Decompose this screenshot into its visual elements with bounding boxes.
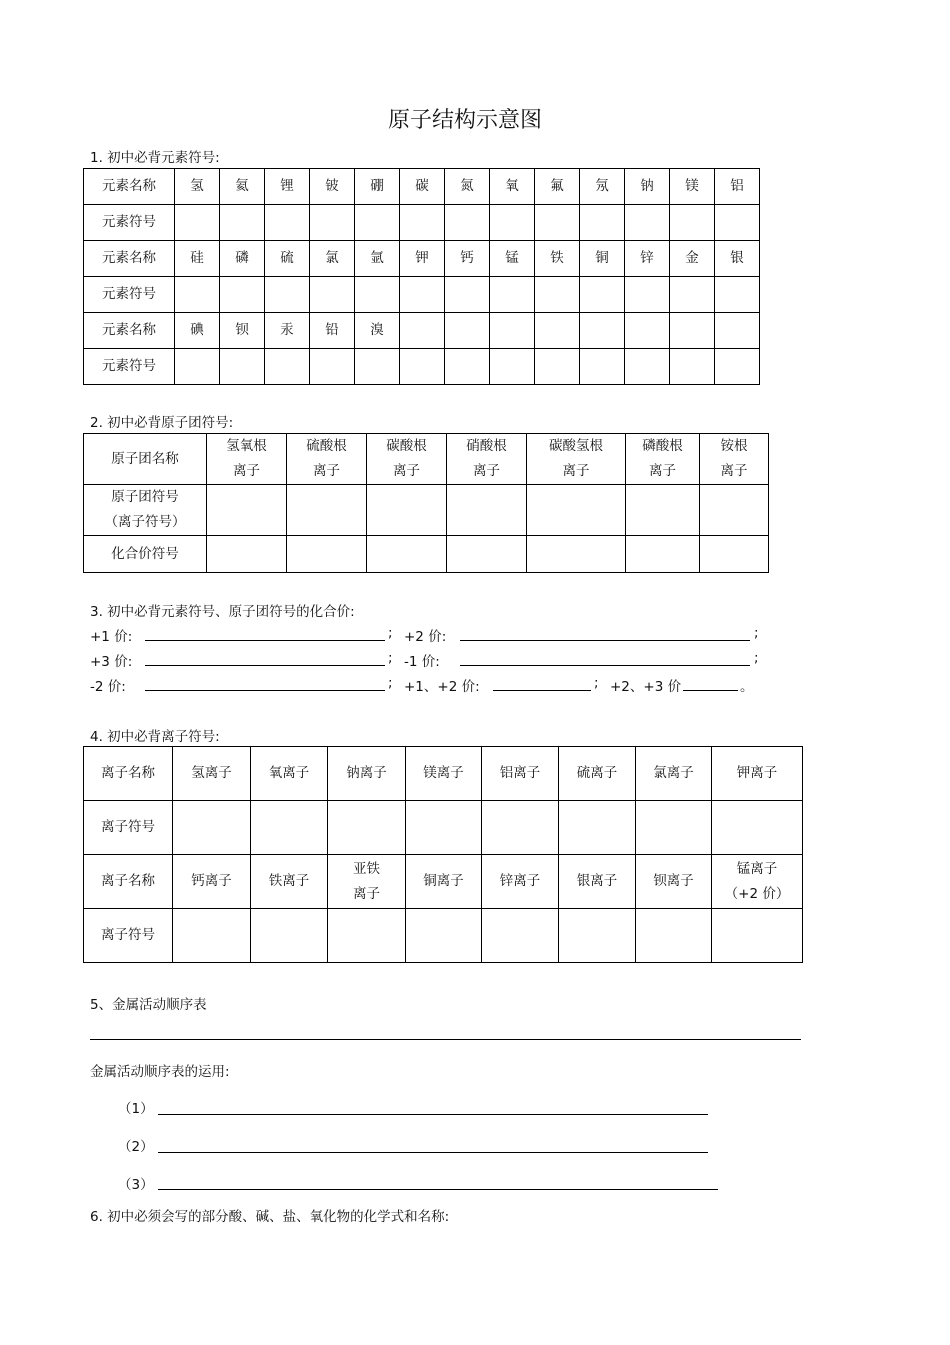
element-name-cell: 硅 [175, 241, 220, 277]
row-header-ion-name: 离子名称 [84, 747, 173, 801]
usage-item-label: （1） [118, 1101, 154, 1117]
element-name-cell: 金 [670, 241, 715, 277]
section-3-heading: 3. 初中必背元素符号、原子团符号的化合价: [90, 604, 355, 620]
radical-name-cell: 磷酸根 离子 [626, 434, 700, 485]
element-name-cell: 溴 [355, 313, 400, 349]
ion-name-cell: 镁离子 [406, 747, 482, 801]
element-symbol-blank[interactable] [625, 349, 670, 385]
ion-symbol-blank[interactable] [328, 909, 406, 963]
ion-name-cell: 铜离子 [406, 855, 482, 909]
element-name-cell [400, 313, 445, 349]
element-symbol-blank[interactable] [490, 349, 535, 385]
element-name-cell [715, 313, 760, 349]
element-name-cell: 碳 [400, 169, 445, 205]
element-symbol-blank[interactable] [220, 349, 265, 385]
valence-plus1-plus2-label: +1、+2 价: [404, 679, 480, 695]
valence-plus2-plus3-blank[interactable] [683, 690, 738, 691]
element-symbol-blank[interactable] [535, 205, 580, 241]
valence-plus3-blank[interactable] [145, 665, 385, 666]
table-row [84, 747, 803, 801]
element-name-cell: 氮 [445, 169, 490, 205]
table-row [84, 434, 769, 485]
activity-usage-heading: 金属活动顺序表的运用: [90, 1064, 230, 1080]
valence-symbol-blank[interactable] [207, 536, 287, 573]
ion-name-cell: 氧离子 [251, 747, 328, 801]
row-header-element-name: 元素名称 [84, 169, 175, 205]
valence-minus1-blank[interactable] [460, 665, 750, 666]
radical-name-cell: 硫酸根 离子 [287, 434, 367, 485]
semicolon: ; [388, 625, 393, 641]
usage-item-blank[interactable] [158, 1114, 708, 1115]
table-row [84, 485, 769, 536]
element-symbol-blank[interactable] [535, 277, 580, 313]
ion-symbol-blank[interactable] [328, 801, 406, 855]
element-symbol-blank[interactable] [445, 349, 490, 385]
ion-symbol-blank[interactable] [559, 801, 636, 855]
radical-symbol-blank[interactable] [287, 485, 367, 536]
element-symbol-blank[interactable] [310, 205, 355, 241]
usage-item-label: （2） [118, 1139, 154, 1155]
element-symbol-blank[interactable] [355, 349, 400, 385]
semicolon: ; [388, 650, 393, 666]
element-name-cell: 氯 [310, 241, 355, 277]
section-4-heading: 4. 初中必背离子符号: [90, 729, 220, 745]
element-name-cell: 氦 [220, 169, 265, 205]
usage-item-blank[interactable] [158, 1189, 718, 1190]
ion-name-cell: 铝离子 [482, 747, 559, 801]
section-1-heading: 1. 初中必背元素符号: [90, 150, 220, 166]
element-name-cell: 硫 [265, 241, 310, 277]
element-symbol-blank[interactable] [175, 349, 220, 385]
element-name-cell: 镁 [670, 169, 715, 205]
valence-minus1-label: -1 价: [404, 654, 440, 670]
row-header-ion-symbol: 离子符号 [84, 909, 173, 963]
semicolon: ; [594, 675, 599, 691]
table-row [84, 855, 803, 909]
row-header-radical-symbol: 原子团符号 （离子符号） [84, 485, 207, 536]
element-name-cell: 氖 [580, 169, 625, 205]
element-symbol-blank[interactable] [670, 349, 715, 385]
ion-symbol-table [83, 746, 803, 963]
table-row [84, 277, 760, 313]
row-header-radical-name: 原子团名称 [84, 434, 207, 485]
table-row [84, 349, 760, 385]
element-symbol-blank[interactable] [490, 277, 535, 313]
ion-symbol-blank[interactable] [712, 909, 803, 963]
radical-name-cell: 碳酸氢根 离子 [527, 434, 626, 485]
element-symbol-blank[interactable] [355, 205, 400, 241]
element-name-cell: 银 [715, 241, 760, 277]
ion-name-cell: 锌离子 [482, 855, 559, 909]
semicolon: ; [388, 675, 393, 691]
element-symbol-blank[interactable] [310, 277, 355, 313]
ion-symbol-blank[interactable] [173, 801, 251, 855]
element-symbol-blank[interactable] [265, 277, 310, 313]
ion-name-cell: 硫离子 [559, 747, 636, 801]
element-symbol-blank[interactable] [175, 277, 220, 313]
ion-symbol-blank[interactable] [482, 909, 559, 963]
element-name-cell: 氢 [175, 169, 220, 205]
element-symbol-blank[interactable] [265, 205, 310, 241]
valence-symbol-blank[interactable] [287, 536, 367, 573]
element-name-cell: 铝 [715, 169, 760, 205]
valence-plus2-blank[interactable] [460, 640, 750, 641]
section-5-heading: 5、金属活动顺序表 [90, 997, 207, 1013]
element-symbol-blank[interactable] [580, 205, 625, 241]
semicolon: ; [754, 625, 759, 641]
element-name-cell: 钠 [625, 169, 670, 205]
valence-symbol-blank[interactable] [527, 536, 626, 573]
element-name-cell [580, 313, 625, 349]
element-name-cell: 锰 [490, 241, 535, 277]
ion-symbol-blank[interactable] [482, 801, 559, 855]
valence-plus1-blank[interactable] [145, 640, 385, 641]
element-name-cell [490, 313, 535, 349]
ion-name-cell: 钙离子 [173, 855, 251, 909]
valence-symbol-blank[interactable] [626, 536, 700, 573]
element-symbol-blank[interactable] [220, 205, 265, 241]
ion-name-cell: 钾离子 [712, 747, 803, 801]
ion-name-cell: 亚铁 离子 [328, 855, 406, 909]
ion-symbol-blank[interactable] [251, 909, 328, 963]
element-name-cell: 锌 [625, 241, 670, 277]
semicolon: ; [754, 650, 759, 666]
element-symbol-blank[interactable] [175, 205, 220, 241]
valence-plus3-label: +3 价: [90, 654, 133, 670]
ion-symbol-blank[interactable] [406, 801, 482, 855]
radical-name-cell: 铵根 离子 [700, 434, 769, 485]
element-symbol-blank[interactable] [445, 277, 490, 313]
ion-symbol-blank[interactable] [712, 801, 803, 855]
element-symbol-blank[interactable] [310, 349, 355, 385]
element-symbol-blank[interactable] [580, 349, 625, 385]
radical-name-cell: 氢氧根 离子 [207, 434, 287, 485]
row-header-element-name: 元素名称 [84, 241, 175, 277]
ion-symbol-blank[interactable] [559, 909, 636, 963]
element-symbol-blank[interactable] [355, 277, 400, 313]
radical-symbol-blank[interactable] [700, 485, 769, 536]
activity-series-blank[interactable] [90, 1039, 801, 1040]
row-header-ion-name: 离子名称 [84, 855, 173, 909]
valence-plus1-label: +1 价: [90, 629, 133, 645]
ion-symbol-blank[interactable] [173, 909, 251, 963]
radical-symbol-blank[interactable] [367, 485, 447, 536]
ion-symbol-blank[interactable] [251, 801, 328, 855]
radical-name-cell: 硝酸根 离子 [447, 434, 527, 485]
element-name-cell: 铁 [535, 241, 580, 277]
element-name-cell [445, 313, 490, 349]
valence-plus2-plus3-label: +2、+3 价 [610, 679, 682, 695]
usage-item-blank[interactable] [158, 1152, 708, 1153]
element-name-cell: 磷 [220, 241, 265, 277]
element-name-cell: 钙 [445, 241, 490, 277]
element-name-cell: 硼 [355, 169, 400, 205]
element-symbol-blank[interactable] [715, 277, 760, 313]
usage-item-label: （3） [118, 1177, 154, 1193]
element-name-cell: 氧 [490, 169, 535, 205]
element-symbol-blank[interactable] [535, 349, 580, 385]
element-name-cell: 锂 [265, 169, 310, 205]
table-row [84, 909, 803, 963]
ion-name-cell: 氢离子 [173, 747, 251, 801]
element-symbol-blank[interactable] [670, 277, 715, 313]
valence-minus2-blank[interactable] [145, 690, 385, 691]
table-row [84, 536, 769, 573]
ion-name-cell: 氯离子 [636, 747, 712, 801]
element-name-cell: 钡 [220, 313, 265, 349]
ion-name-cell: 钠离子 [328, 747, 406, 801]
element-name-cell: 铅 [310, 313, 355, 349]
ion-symbol-blank[interactable] [406, 909, 482, 963]
row-header-valence-symbol: 化合价符号 [84, 536, 207, 573]
row-header-element-name: 元素名称 [84, 313, 175, 349]
row-header-element-symbol: 元素符号 [84, 349, 175, 385]
radical-symbol-blank[interactable] [626, 485, 700, 536]
ion-name-cell: 银离子 [559, 855, 636, 909]
element-name-cell [670, 313, 715, 349]
element-symbol-blank[interactable] [625, 277, 670, 313]
period: 。 [740, 679, 754, 695]
valence-plus2-label: +2 价: [404, 629, 447, 645]
element-name-cell: 氩 [355, 241, 400, 277]
table-row [84, 313, 760, 349]
valence-minus2-label: -2 价: [90, 679, 126, 695]
element-symbol-blank[interactable] [220, 277, 265, 313]
element-symbol-blank[interactable] [715, 205, 760, 241]
ion-symbol-blank[interactable] [636, 801, 712, 855]
radical-symbol-table [83, 433, 769, 573]
element-name-cell [535, 313, 580, 349]
section-2-heading: 2. 初中必背原子团符号: [90, 415, 234, 431]
element-name-cell: 钾 [400, 241, 445, 277]
radical-symbol-blank[interactable] [447, 485, 527, 536]
valence-symbol-blank[interactable] [367, 536, 447, 573]
valence-symbol-blank[interactable] [700, 536, 769, 573]
element-symbol-blank[interactable] [625, 205, 670, 241]
valence-symbol-blank[interactable] [447, 536, 527, 573]
element-symbol-blank[interactable] [265, 349, 310, 385]
element-name-cell: 碘 [175, 313, 220, 349]
row-header-element-symbol: 元素符号 [84, 277, 175, 313]
element-name-cell: 汞 [265, 313, 310, 349]
element-symbol-blank[interactable] [580, 277, 625, 313]
table-row [84, 205, 760, 241]
element-symbol-blank[interactable] [670, 205, 715, 241]
ion-name-cell: 钡离子 [636, 855, 712, 909]
element-symbol-blank[interactable] [400, 349, 445, 385]
element-name-cell [625, 313, 670, 349]
table-row [84, 801, 803, 855]
section-6-heading: 6. 初中必须会写的部分酸、碱、盐、氧化物的化学式和名称: [90, 1209, 450, 1225]
element-name-cell: 铍 [310, 169, 355, 205]
element-symbol-blank[interactable] [715, 349, 760, 385]
ion-name-cell: 锰离子 （+2 价） [712, 855, 803, 909]
ion-name-cell: 铁离子 [251, 855, 328, 909]
radical-symbol-blank[interactable] [527, 485, 626, 536]
table-row [84, 169, 760, 205]
element-symbol-blank[interactable] [400, 205, 445, 241]
element-name-cell: 氟 [535, 169, 580, 205]
row-header-element-symbol: 元素符号 [84, 205, 175, 241]
ion-symbol-blank[interactable] [636, 909, 712, 963]
element-symbol-blank[interactable] [400, 277, 445, 313]
element-symbol-blank[interactable] [445, 205, 490, 241]
element-name-cell: 铜 [580, 241, 625, 277]
element-symbol-blank[interactable] [490, 205, 535, 241]
page-title: 原子结构示意图 [387, 108, 542, 133]
radical-name-cell: 碳酸根 离子 [367, 434, 447, 485]
valence-plus1-plus2-blank[interactable] [493, 690, 591, 691]
radical-symbol-blank[interactable] [207, 485, 287, 536]
row-header-ion-symbol: 离子符号 [84, 801, 173, 855]
table-row [84, 241, 760, 277]
element-symbol-table [83, 168, 760, 385]
